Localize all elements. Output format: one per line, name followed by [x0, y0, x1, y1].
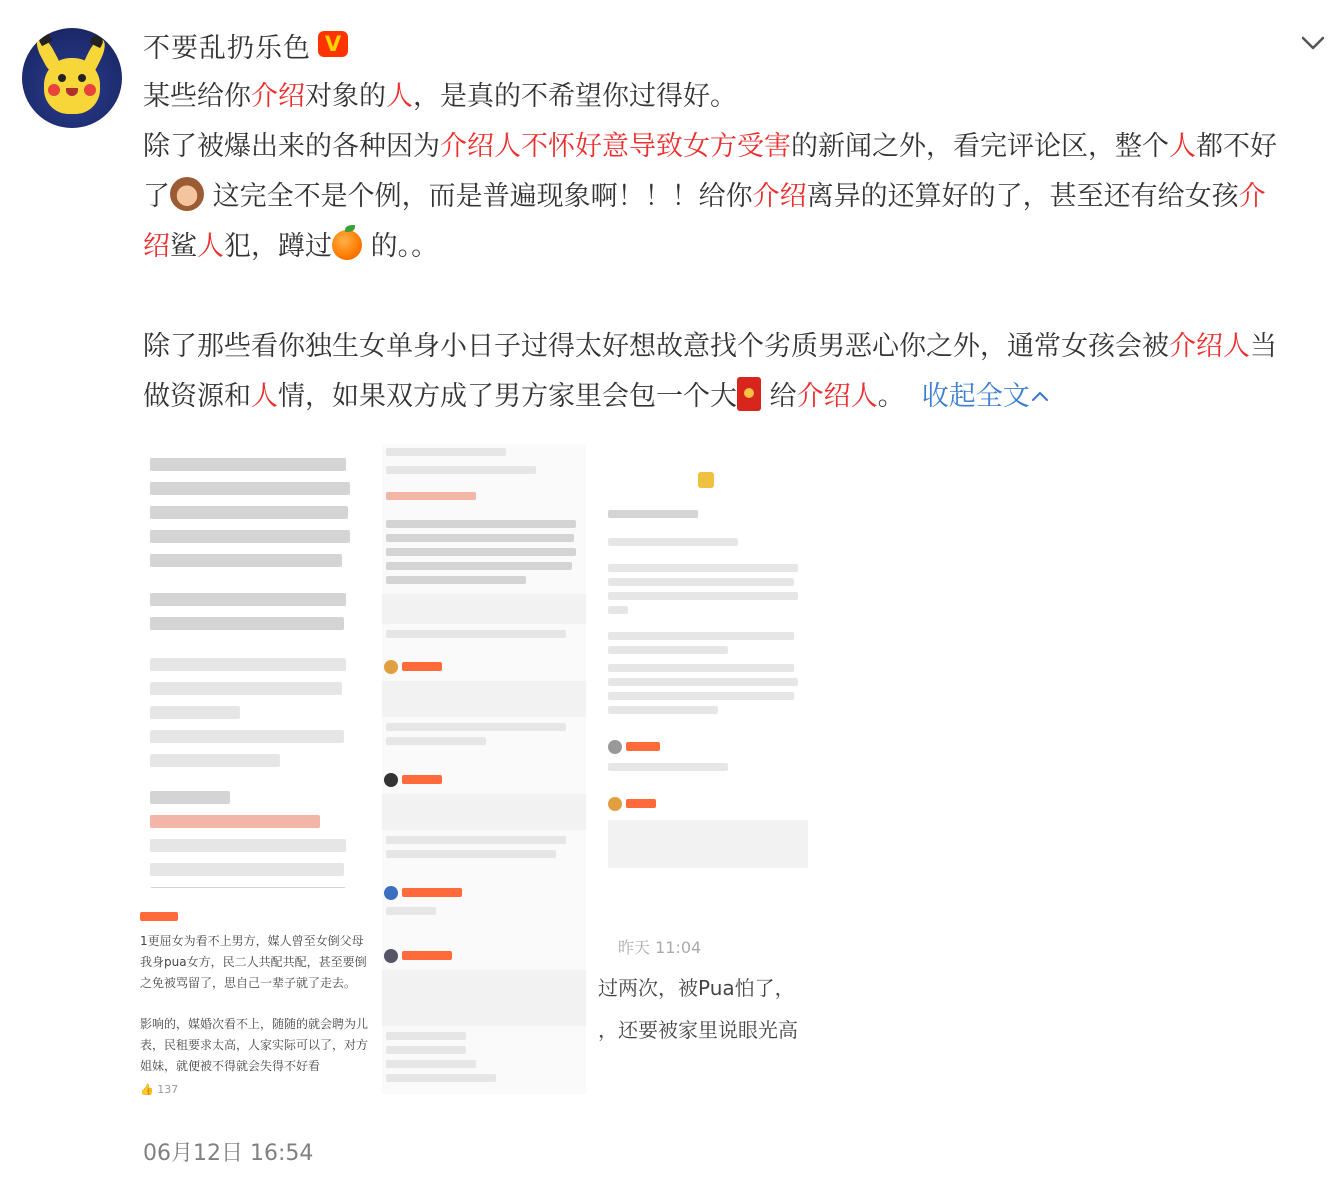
like-count: 👍 137 — [140, 1083, 179, 1096]
verified-badge-icon: V — [318, 31, 348, 57]
screenshot-panel — [382, 444, 586, 1094]
post-text-line-3: 了 这完全不是个例，而是普遍现象啊！！！给你介绍离异的还算好的了，甚至还有给女孩介 — [143, 172, 1323, 222]
post-image-collage[interactable] — [140, 430, 852, 1110]
chevron-up-icon — [1030, 389, 1050, 403]
avatar-eye — [58, 74, 66, 82]
post-timestamp[interactable]: 06月12日 16:54 — [143, 1141, 314, 1166]
post-text-line-4: 绍鲨人犯，蹲过 的。。 — [143, 231, 439, 262]
username[interactable]: 不要乱扔乐色 — [143, 33, 311, 64]
chevron-down-icon[interactable] — [1300, 34, 1326, 52]
avatar-cheek — [84, 84, 96, 96]
comment-text: 过两次，被Pua怕了， — [598, 976, 795, 1000]
orange-emoji-icon — [332, 230, 362, 260]
post-text-line-1: 某些给你介绍对象的人，是真的不希望你过得好。 — [143, 81, 737, 112]
monkey-emoji-icon — [170, 177, 204, 211]
screenshot-panel — [150, 458, 360, 638]
comment-text: 表，民租要求太高，人家实际可以了，对方 — [140, 1038, 368, 1052]
comment-text: 影响的，媒婚次看不上，随随的就会聘为儿 — [140, 1017, 368, 1031]
comment-text: 姐妹，就便被不得就会失得不好看 — [140, 1059, 321, 1073]
user-avatar[interactable] — [22, 28, 122, 128]
screenshot-panel — [608, 466, 808, 886]
post-text-line-6: 做资源和人情，如果双方成了男方家里会包一个大 给介绍人。 收起全文 — [143, 372, 1323, 422]
collapse-full-text-link[interactable]: 收起全文 — [913, 381, 1050, 412]
comment-text: ，还要被家里说眼光高 — [598, 1018, 798, 1042]
avatar-eye — [78, 74, 86, 82]
post-text-line-5: 除了那些看你独生女单身小日子过得太好想故意找个劣质男恶心你之外，通常女孩会被介绍人当 — [143, 331, 1277, 362]
comment-panel — [140, 906, 368, 1106]
comment-text: 我身pua女方，民二人共配共配，甚至要倒 — [140, 955, 367, 969]
avatar-cheek — [48, 84, 60, 96]
red-packet-emoji-icon — [737, 377, 761, 411]
comment-text: 之免被骂留了，思自己一辈子就了走去。 — [140, 976, 357, 990]
highlighted-keyword: 介绍人不怀好意导致女方受害 — [440, 131, 791, 162]
comment-text: 1更屈女为看不上男方，媒人曾至女倒父母 — [140, 934, 364, 948]
screenshot-panel — [150, 658, 360, 888]
post-text-line-2: 除了被爆出来的各种因为介绍人不怀好意导致女方受害的新闻之外，看完评论区，整个人都不好 — [143, 131, 1277, 162]
comment-time: 昨天 11:04 — [618, 938, 702, 957]
